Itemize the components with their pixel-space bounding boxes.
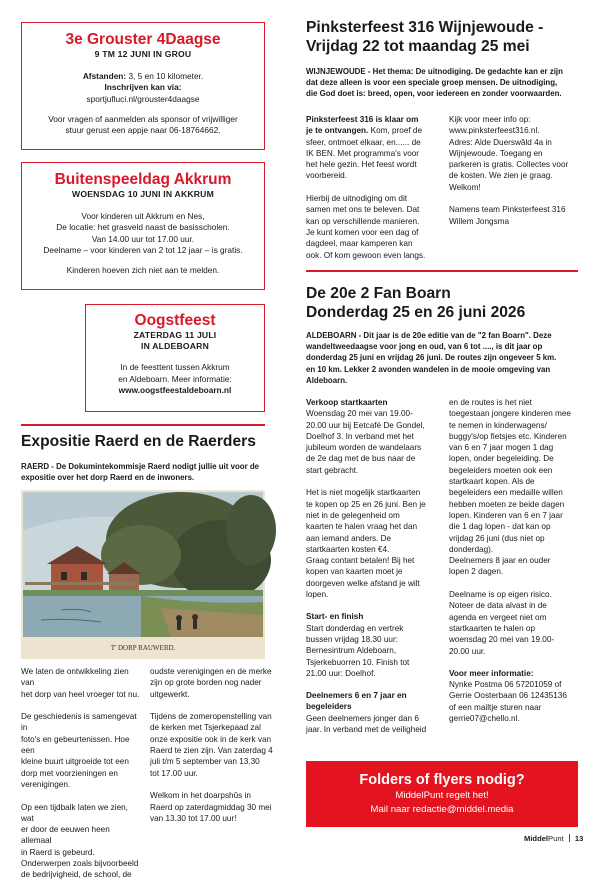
text-line: Raerd op zaterdagmiddag 30 mei (150, 802, 272, 812)
text-line (449, 578, 589, 589)
distances: Afstanden: 3, 5 en 10 kilometer. (82, 71, 204, 82)
event-title: Buitenspeeldag Akkrum (54, 171, 232, 188)
text-line: Aldeboarn. (306, 375, 348, 385)
text-line: toegestaan jongere kinderen mee (449, 409, 571, 419)
text-line: wandeltweedaagse voor jong en oud, van 6 tot ...., is dit jaar op (306, 342, 543, 352)
text-line: er door de eeuwen heen allemaal (21, 825, 110, 846)
event-text: De locatie: het grasveld naast de basisscholen. (56, 222, 230, 233)
text-line: begeleiders moeten ook een (449, 465, 553, 475)
text-line: tot 17.00 uur. (150, 768, 198, 778)
text-line: start gebracht. (306, 465, 359, 475)
text-line: parkeren is gratis. Collectes voor (449, 160, 569, 170)
event-text: Kinderen hoeven zich niet aan te melden. (66, 265, 220, 276)
event-text: Deelname – voor kinderen van 2 tot 12 jaar – is gratis. (43, 244, 243, 255)
text-line: Welkom in het doarpshûs in (150, 791, 251, 801)
text-line: en de routes is het niet (449, 398, 532, 407)
text-line: kopen van kaarten moet je (306, 567, 403, 577)
text-line: onze expositie ook in de kerk van (150, 734, 272, 744)
village-engraving-image (21, 490, 265, 659)
ad-email[interactable]: Mail naar redactie@middel.media (370, 804, 514, 815)
text-line: Willem Jongsma (449, 216, 510, 226)
text-line: ALDEBOARN - Dit jaar is de 20e editie van de "2 fan Boarn". Deze (306, 331, 552, 340)
text-line: Adres: Alde Duerswâld 4a in (449, 137, 552, 147)
text-line: oudste verenigingen en de merke (150, 667, 272, 676)
fanboarn-column-1 (306, 397, 441, 735)
text-line: hebben moeten ze beide dagen (449, 499, 565, 509)
text-line: foto's en gebeurtenissen. Hoe een (21, 734, 130, 756)
event-date: ZATERDAG 11 JULI (133, 330, 217, 340)
text-line (21, 700, 141, 711)
text-line: jubileum worden de wandelaars (306, 443, 422, 453)
flyers-ad-banner[interactable] (306, 761, 578, 827)
pinkster-column-1: Pinksterfeest 316 is klaar om je te ontvangen. Kom, proef de sfeer, ontmoet elkaar, en...... de IK BEN. Met programma's voor het hele gezin. Het feest wordt voorbereid. Hierbij de uitnodiging om dit samen met ons te beleven. Dat kan op verschillende manieren. Je kunt komen voor een dag of dagdeel, maar kamperen kan ook. Of kom gewoon even langs. (306, 114, 441, 261)
article-lead (306, 330, 591, 386)
article-lead: RAERD - De Dokumintekommisje Raerd nodigt jullie uit voor de expositie over het dorp Raerd en de inwoners. (21, 462, 260, 483)
text-line: Raerd te zien zijn. Van zaterdag 4 (150, 746, 273, 756)
text-line: voorbereid. (306, 171, 347, 181)
text-line: de 2e dag met de bus naar de (306, 454, 416, 464)
text-line: gerrie07@chello.nl. (449, 714, 520, 724)
text-line: Namens team Pinksterfeest 316 (449, 205, 566, 215)
text-line: de kerken met Tsjerkepaad zal (150, 723, 261, 733)
text-line: te kopen op 25 en 26 juni. Ben je (306, 499, 426, 509)
text-line: aan iemand anders. De (306, 533, 392, 543)
text-line: jaar. In verband met de veiligheid (306, 725, 427, 735)
text-line: Onderwerpen zoals bijvoorbeeld (21, 859, 139, 869)
text-line: Wijnjewoude. Toegang en (449, 148, 543, 158)
text-line: Gerrie Oosterbaan 06 12435136 (449, 691, 567, 701)
text-line: startkaarten kosten €4. (306, 544, 390, 554)
text-line: niet in de gelegenheid om (306, 510, 400, 520)
article-lead (306, 66, 591, 100)
text-line: Tsjerkebuorren 10. Finish tot (306, 657, 410, 667)
raerd-engraving (21, 490, 265, 659)
register-url[interactable]: sportjufluci.nl/grouster4daagse (86, 93, 200, 104)
text-line: donderdag 25 juni en vrijdag 26 juni. De routes zijn ongeveer 5 km. (306, 353, 557, 363)
text-line: IK BEN. Met programma's voor (306, 148, 420, 158)
event-text: Voor kinderen uit Akkrum en Nes, (81, 211, 205, 222)
event-date: 9 TM 12 JUNI IN GROU (94, 49, 192, 59)
event-box-oogstfeest (85, 304, 265, 412)
event-location: IN ALDEBOARN (141, 341, 209, 352)
subheading: Deelnemers 6 en 7 jaar en (306, 691, 407, 701)
text-line: Bernesintrum Aldeboarn, (306, 646, 397, 656)
event-url[interactable]: www.oogstfeestaldeboarn.nl (118, 384, 232, 395)
engraving-caption: T' DORP RAUWERD. (110, 644, 176, 652)
ad-line: MiddelPunt regelt het! (395, 790, 489, 801)
text-line: dagdeel, maar kamperen kan (306, 239, 413, 249)
subheading: Voor meer informatie: (449, 668, 534, 678)
text-line: begeleiders een medaille willen (449, 488, 563, 498)
text-line: lopen, onder begeleiding. De (449, 454, 554, 464)
text-line: lopen 2 dagen. (449, 567, 504, 577)
text-line: Hierbij de uitnodiging om dit (306, 194, 408, 204)
text-line: lopen. (306, 590, 329, 600)
text-line: en 10 km. Lekker 2 avonden wandelen in de mooie omgeving van (306, 364, 551, 374)
text-line: kleine buurt uitgroeide tot een (21, 757, 129, 767)
page-footer (524, 834, 583, 843)
text-line: bussen vrijdag 18.30 uur: (306, 634, 398, 644)
footer-divider (569, 834, 570, 842)
text-line: Nynke Postma 06 57201059 of (449, 680, 562, 690)
text-line: 20.00 uur bij Eetcafé De Gondel, (306, 420, 425, 430)
text-line: van 13.30 tot 17.00 uur! (150, 813, 237, 823)
text-line: donderdag). (449, 544, 494, 554)
text-line (150, 779, 275, 790)
text-line: Deelname is op eigen risico. (449, 590, 552, 600)
brand-name: Punt (548, 834, 564, 843)
text-line (150, 700, 275, 711)
expo-column-1 (21, 666, 141, 881)
text-line (306, 182, 441, 193)
text-line: Op een tijdbalk laten we zien, wat (21, 802, 128, 823)
event-box-buitenspeeldag (21, 162, 265, 290)
text-line: agenda en vergeet niet om (449, 612, 547, 622)
event-text: Van 14.00 uur tot 17.00 uur. (91, 233, 195, 244)
text-line: Deelnemers 8 jaar en ouder (449, 556, 551, 566)
text-line: Welkom! (449, 182, 481, 192)
section-rule (306, 270, 578, 272)
text-line: of een mailtje sturen naar (449, 702, 542, 712)
text-line (449, 193, 589, 204)
text-line: kaarten te halen vraag het dan (306, 522, 418, 532)
text-line (306, 476, 441, 487)
brand-name: Middel (524, 834, 549, 843)
text-line: 21.00 uur: Doelhof. (306, 668, 376, 678)
section-rule (21, 424, 265, 426)
text-line: lopen. Kinderen van 6 en 7 jaar (449, 510, 563, 520)
text-line: de kosten. We zien je graag. (449, 171, 553, 181)
contact-line: stuur gerust een appje naar 06-18764662. (65, 125, 221, 136)
text-line: de bedrijvigheid, de school, de (21, 870, 132, 880)
text-line: samen met ons te beleven. Dat (306, 205, 420, 215)
text-line: Start donderdag en vertrek (306, 623, 404, 633)
text-line: startkaart kopen. Als de (449, 477, 535, 487)
text-line: in Raerd is gebeurd. (21, 847, 95, 857)
text-line: doorgeven welke afstand je wilt (306, 578, 420, 588)
subheading: Start- en finish (306, 612, 364, 622)
event-title: Oogstfeest (134, 312, 216, 329)
text-line: die God doet is: breed, open, voor iedereen en zonder voorwaarden. (306, 89, 562, 99)
text-line: het hele gezin. Het feest wordt (306, 160, 417, 170)
text-line: 20.00 uur. (449, 646, 486, 656)
contact-line: Voor vragen of aanmelden als sponsor of vrijwilliger (48, 113, 238, 124)
text-line: woensdag 20 mei van 19.00- (449, 635, 555, 645)
text-line: dat deze alleen is voor een speciale groep mensen. De uitnodiging, (306, 78, 558, 88)
text-line: WIJNJEWOUDE - Het thema: De uitnodiging. De gedachte kan er zijn (306, 67, 563, 76)
register-label: Inschrijven kan via: (104, 82, 182, 93)
fanboarn-column-2 (449, 397, 589, 724)
article-title: De 20e 2 Fan Boarn Donderdag 25 en 26 juni 2026 (306, 285, 526, 321)
ad-title: Folders of flyers nodig? (359, 772, 525, 788)
pinkster-column-2 (449, 114, 589, 227)
text-line: verenigingen. (21, 779, 71, 789)
event-text: en Aldeboarn. Meer informatie: (118, 373, 232, 384)
article-title: Expositie Raerd en de Raerders (21, 433, 256, 450)
text-line: Doelhof 3. In verband met het (306, 431, 414, 441)
text-line: Graag contant betalen! Bij het (306, 556, 415, 566)
text-line: ook. Of kom gewoon even langs. (306, 250, 426, 260)
text-line: We laten de ontwikkeling zien van (21, 667, 129, 688)
text-line: dorp met voorzieningen en (21, 768, 118, 778)
article-title: Pinksterfeest 316 Wijnjewoude - Vrijdag 22 tot maandag 25 mei (306, 19, 544, 55)
text-line: die 1 dag lopen - dat kan op (449, 522, 551, 532)
text-line: uitgewerkt. (150, 689, 190, 699)
text-line: sfeer, ontmoet elkaar, en...... de (306, 137, 421, 147)
event-box-grouster (21, 22, 265, 150)
text-line: Noteer de data alvast in de (449, 601, 547, 611)
text-line: het dorp van heel vroeger tot nu. (21, 689, 140, 699)
expo-column-2 (150, 666, 275, 824)
subheading: Verkoop startkaarten (306, 398, 388, 407)
text-line: startkaarten te halen op (449, 623, 536, 633)
text-line: kan op verschillende manieren. (306, 216, 420, 226)
text-line: van 6 en 7 jaar mogen 1 dag (449, 443, 554, 453)
text-line: Kijk voor meer info op: (449, 115, 531, 124)
subheading: begeleiders (306, 702, 352, 712)
text-line: De geschiedenis is samengevat in (21, 712, 137, 733)
text-line (21, 790, 141, 801)
text-line: buggy's/op fietsjes etc. Kinderen (449, 431, 567, 441)
text-line: Tijdens de zomeropenstelling van (150, 712, 272, 722)
text-line: Het is niet mogelijk startkaarten (306, 488, 421, 498)
event-title: 3e Grouster 4Daagse (65, 31, 221, 48)
text-line: Woensdag 20 mei van 19.00- (306, 409, 413, 419)
text-line: juli t/m 5 september van 13.30 (150, 757, 260, 767)
page-number: 13 (574, 834, 584, 843)
text-line: zijn op grote borden nog nader (150, 678, 262, 688)
text-line: te nemen in kinderwagens/ (449, 420, 547, 430)
text-line: www.pinksterfeest316.nl. (449, 126, 540, 136)
text-line: Je kunt komen voor een dag of (306, 227, 419, 237)
event-text: In de feesttent tussen Akkrum (120, 362, 230, 373)
event-date: WOENSDAG 10 JUNI IN AKKRUM (72, 189, 214, 199)
text-line: Geen deelnemers jonger dan 6 (306, 713, 419, 723)
text-line: vrijdag 26 juni (dus niet op (449, 533, 545, 543)
